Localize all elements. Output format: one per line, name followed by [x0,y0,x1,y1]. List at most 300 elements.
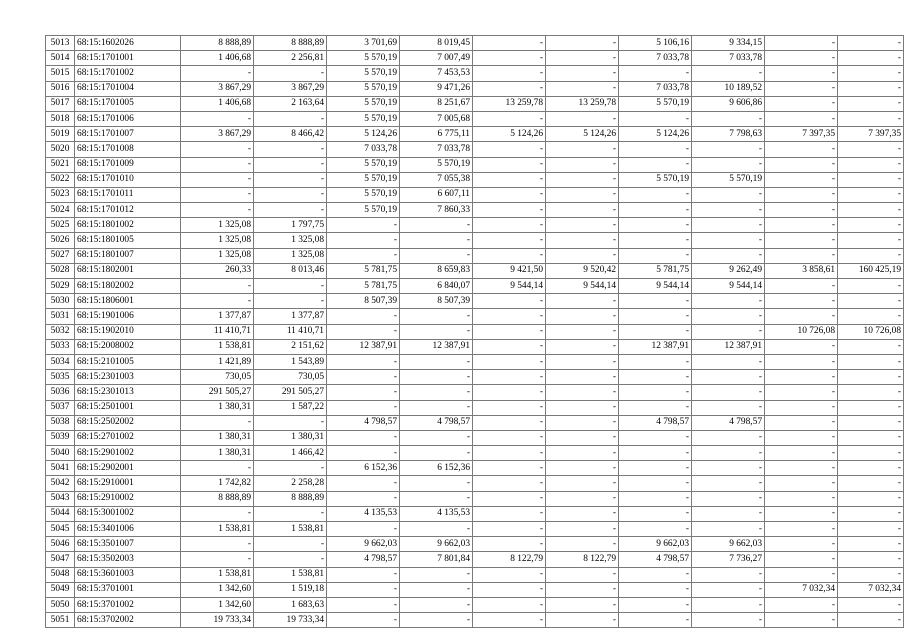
value-cell: - [400,354,473,369]
value-cell: 1 325,08 [181,248,254,263]
value-cell: - [473,446,546,461]
cadastral-number-cell: 68:15:1701011 [75,187,181,202]
value-cell: - [692,522,765,537]
value-cell: - [838,203,904,218]
value-cell: 5 781,75 [327,279,400,294]
value-cell: - [181,415,254,430]
row-number-cell: 5034 [46,354,75,369]
value-cell: 4 798,57 [619,552,692,567]
value-cell: - [692,385,765,400]
value-cell: - [838,430,904,445]
value-cell: - [838,567,904,582]
value-cell: - [619,233,692,248]
value-cell: 2 151,62 [254,339,327,354]
value-cell: 730,05 [181,370,254,385]
value-cell: - [327,354,400,369]
value-cell: 1 797,75 [254,218,327,233]
row-number-cell: 5023 [46,187,75,202]
value-cell: 10 726,08 [838,324,904,339]
value-cell: - [473,354,546,369]
value-cell: - [181,187,254,202]
table-row [46,279,904,294]
value-cell: - [473,476,546,491]
value-cell: - [327,446,400,461]
value-cell: - [473,187,546,202]
value-cell: 7 033,78 [692,51,765,66]
value-cell: 6 152,36 [327,461,400,476]
value-cell: - [327,491,400,506]
value-cell: - [838,294,904,309]
value-cell: - [327,309,400,324]
value-cell: 1 538,81 [254,522,327,537]
value-cell: - [546,248,619,263]
cadastral-number-cell: 68:15:1701002 [75,66,181,81]
value-cell: - [400,309,473,324]
value-cell: 1 380,31 [254,430,327,445]
value-cell: - [692,157,765,172]
value-cell: 8 888,89 [181,491,254,506]
value-cell: 1 325,08 [254,233,327,248]
value-cell: - [692,111,765,126]
data-table [45,35,904,628]
value-cell: - [327,476,400,491]
value-cell: - [765,248,838,263]
value-cell: - [692,354,765,369]
value-cell: 5 570,19 [327,157,400,172]
value-cell: - [473,415,546,430]
value-cell: 1 325,08 [181,233,254,248]
value-cell: - [765,400,838,415]
row-number-cell: 5015 [46,66,75,81]
value-cell: 730,05 [254,370,327,385]
value-cell: - [765,111,838,126]
value-cell: 5 106,16 [619,36,692,51]
cadastral-number-cell: 68:15:1801007 [75,248,181,263]
value-cell: - [327,567,400,582]
value-cell: - [473,506,546,521]
row-number-cell: 5043 [46,491,75,506]
value-cell: 1 325,08 [181,218,254,233]
value-cell: 5 570,19 [327,96,400,111]
value-cell: - [327,324,400,339]
value-cell: - [400,400,473,415]
value-cell: - [692,506,765,521]
value-cell: - [327,613,400,628]
value-cell: 1 421,89 [181,354,254,369]
value-cell: - [546,172,619,187]
cadastral-number-cell: 68:15:2301013 [75,385,181,400]
value-cell: 8 888,89 [254,36,327,51]
value-cell: - [838,354,904,369]
value-cell: 5 570,19 [327,51,400,66]
value-cell: 3 701,69 [327,36,400,51]
value-cell: - [473,400,546,415]
value-cell: 10 726,08 [765,324,838,339]
table-row [46,339,904,354]
value-cell: - [546,522,619,537]
value-cell: - [765,309,838,324]
table-row [46,36,904,51]
value-cell: - [765,430,838,445]
value-cell: 8 466,42 [254,127,327,142]
value-cell: - [546,415,619,430]
value-cell: - [765,522,838,537]
value-cell: 5 781,75 [327,263,400,278]
row-number-cell: 5041 [46,461,75,476]
table-row [46,127,904,142]
cadastral-number-cell: 68:15:1701007 [75,127,181,142]
row-number-cell: 5033 [46,339,75,354]
row-number-cell: 5031 [46,309,75,324]
value-cell: - [838,597,904,612]
value-cell: 9 544,14 [692,279,765,294]
value-cell: - [838,415,904,430]
value-cell: 2 258,28 [254,476,327,491]
table-row [46,552,904,567]
value-cell: 8 122,79 [546,552,619,567]
value-cell: - [692,66,765,81]
value-cell: - [838,537,904,552]
value-cell: - [546,111,619,126]
table-body [46,36,904,628]
row-number-cell: 5035 [46,370,75,385]
row-number-cell: 5044 [46,506,75,521]
value-cell: - [765,537,838,552]
value-cell: - [619,476,692,491]
value-cell: 5 570,19 [327,111,400,126]
value-cell: 12 387,91 [692,339,765,354]
value-cell: 9 544,14 [619,279,692,294]
value-cell: 4 135,53 [327,506,400,521]
value-cell: - [619,385,692,400]
value-cell: 9 544,14 [546,279,619,294]
cadastral-number-cell: 68:15:2502002 [75,415,181,430]
value-cell: 1 380,31 [181,430,254,445]
value-cell: 8 888,89 [181,36,254,51]
value-cell: - [765,446,838,461]
value-cell: 12 387,91 [400,339,473,354]
table-row [46,263,904,278]
value-cell: 1 406,68 [181,96,254,111]
value-cell: - [838,522,904,537]
value-cell: 4 798,57 [327,552,400,567]
value-cell: - [838,309,904,324]
value-cell: - [400,248,473,263]
table-row [46,446,904,461]
value-cell: - [254,506,327,521]
value-cell: 8 507,39 [400,294,473,309]
value-cell: - [546,582,619,597]
cadastral-number-cell: 68:15:1701006 [75,111,181,126]
value-cell: - [254,537,327,552]
value-cell: - [692,203,765,218]
table-row [46,537,904,552]
value-cell: - [327,370,400,385]
row-number-cell: 5030 [46,294,75,309]
value-cell: 9 471,26 [400,81,473,96]
cadastral-number-cell: 68:15:3001002 [75,506,181,521]
value-cell: - [473,567,546,582]
row-number-cell: 5017 [46,96,75,111]
row-number-cell: 5051 [46,613,75,628]
value-cell: - [692,187,765,202]
value-cell: - [619,400,692,415]
value-cell: - [838,506,904,521]
value-cell: - [765,142,838,157]
value-cell: - [473,370,546,385]
value-cell: - [473,385,546,400]
table-row [46,51,904,66]
value-cell: - [765,51,838,66]
value-cell: 5 781,75 [619,263,692,278]
cadastral-number-cell: 68:15:1802002 [75,279,181,294]
table-row [46,248,904,263]
value-cell: - [546,385,619,400]
value-cell: 13 259,78 [546,96,619,111]
value-cell: 12 387,91 [619,339,692,354]
value-cell: - [838,187,904,202]
row-number-cell: 5029 [46,279,75,294]
value-cell: - [838,96,904,111]
value-cell: 7 005,68 [400,111,473,126]
value-cell: 10 189,52 [692,81,765,96]
value-cell: - [838,36,904,51]
value-cell: - [765,415,838,430]
row-number-cell: 5040 [46,446,75,461]
value-cell: - [765,476,838,491]
table-row [46,613,904,628]
value-cell: - [838,233,904,248]
value-cell: - [473,294,546,309]
value-cell: - [619,309,692,324]
value-cell: 8 507,39 [327,294,400,309]
row-number-cell: 5021 [46,157,75,172]
value-cell: - [473,491,546,506]
value-cell: - [327,218,400,233]
value-cell: - [765,203,838,218]
value-cell: - [619,491,692,506]
value-cell: - [473,248,546,263]
value-cell: 5 570,19 [327,172,400,187]
value-cell: 5 570,19 [619,96,692,111]
value-cell: - [254,461,327,476]
value-cell: - [619,187,692,202]
value-cell: - [765,567,838,582]
value-cell: 5 570,19 [327,187,400,202]
row-number-cell: 5016 [46,81,75,96]
value-cell: - [619,582,692,597]
value-cell: 1 538,81 [181,567,254,582]
value-cell: - [838,385,904,400]
value-cell: - [546,446,619,461]
value-cell: - [546,218,619,233]
value-cell: - [181,279,254,294]
table-row [46,309,904,324]
cadastral-number-cell: 68:15:3701001 [75,582,181,597]
value-cell: 4 798,57 [400,415,473,430]
value-cell: - [181,142,254,157]
value-cell: - [546,354,619,369]
value-cell: - [181,461,254,476]
value-cell: - [619,370,692,385]
value-cell: 19 733,34 [254,613,327,628]
row-number-cell: 5022 [46,172,75,187]
value-cell: - [692,491,765,506]
value-cell: - [546,294,619,309]
value-cell: - [546,157,619,172]
value-cell: 7 397,35 [838,127,904,142]
value-cell: - [546,324,619,339]
row-number-cell: 5048 [46,567,75,582]
value-cell: 8 888,89 [254,491,327,506]
value-cell: - [619,506,692,521]
cadastral-number-cell: 68:15:2902001 [75,461,181,476]
value-cell: 8 659,83 [400,263,473,278]
table-row [46,81,904,96]
value-cell: 4 135,53 [400,506,473,521]
value-cell: - [254,157,327,172]
value-cell: - [546,309,619,324]
value-cell: - [473,309,546,324]
value-cell: 260,33 [181,263,254,278]
value-cell: - [546,491,619,506]
cadastral-number-cell: 68:15:1701009 [75,157,181,172]
value-cell: 1 587,22 [254,400,327,415]
cadastral-number-cell: 68:15:2910002 [75,491,181,506]
value-cell: - [765,187,838,202]
value-cell: - [473,36,546,51]
value-cell: 7 032,34 [838,582,904,597]
table-row [46,461,904,476]
table-row [46,294,904,309]
row-number-cell: 5039 [46,430,75,445]
value-cell: - [838,491,904,506]
value-cell: - [181,111,254,126]
value-cell: 3 867,29 [181,127,254,142]
value-cell: 1 519,18 [254,582,327,597]
value-cell: 11 410,71 [254,324,327,339]
value-cell: - [546,142,619,157]
value-cell: - [546,187,619,202]
value-cell: - [619,430,692,445]
value-cell: - [838,218,904,233]
value-cell: - [619,522,692,537]
table-row [46,582,904,597]
value-cell: - [473,430,546,445]
value-cell: - [692,461,765,476]
value-cell: - [619,248,692,263]
cadastral-number-cell: 68:15:1806001 [75,294,181,309]
row-number-cell: 5032 [46,324,75,339]
value-cell: 1 538,81 [181,522,254,537]
value-cell: - [838,613,904,628]
value-cell: - [692,430,765,445]
value-cell: 9 520,42 [546,263,619,278]
value-cell: 1 380,31 [181,446,254,461]
value-cell: - [692,218,765,233]
value-cell: - [254,111,327,126]
value-cell: 11 410,71 [181,324,254,339]
value-cell: - [619,354,692,369]
cadastral-number-cell: 68:15:2701002 [75,430,181,445]
value-cell: - [473,81,546,96]
value-cell: 7 033,78 [327,142,400,157]
value-cell: - [400,370,473,385]
value-cell: - [473,324,546,339]
value-cell: - [765,461,838,476]
row-number-cell: 5050 [46,597,75,612]
value-cell: - [838,66,904,81]
value-cell: - [546,597,619,612]
value-cell: 4 798,57 [619,415,692,430]
cadastral-number-cell: 68:15:3701002 [75,597,181,612]
value-cell: 4 798,57 [692,415,765,430]
value-cell: - [327,400,400,415]
value-cell: - [838,157,904,172]
value-cell: - [765,279,838,294]
cadastral-number-cell: 68:15:3501007 [75,537,181,552]
value-cell: - [838,248,904,263]
value-cell: 9 662,03 [327,537,400,552]
table-row [46,400,904,415]
cadastral-number-cell: 68:15:1701004 [75,81,181,96]
row-number-cell: 5042 [46,476,75,491]
value-cell: - [473,233,546,248]
row-number-cell: 5046 [46,537,75,552]
cadastral-number-cell: 68:15:1701012 [75,203,181,218]
value-cell: - [473,66,546,81]
value-cell: 9 662,03 [619,537,692,552]
value-cell: - [254,294,327,309]
value-cell: - [838,111,904,126]
value-cell: - [765,233,838,248]
value-cell: - [765,354,838,369]
table-row [46,96,904,111]
value-cell: 7 032,34 [765,582,838,597]
value-cell: - [765,172,838,187]
table-row [46,203,904,218]
value-cell: - [765,294,838,309]
value-cell: - [546,567,619,582]
value-cell: - [692,233,765,248]
row-number-cell: 5024 [46,203,75,218]
value-cell: - [692,613,765,628]
value-cell: - [473,537,546,552]
value-cell: - [327,522,400,537]
value-cell: - [473,111,546,126]
table-row [46,567,904,582]
value-cell: - [546,537,619,552]
value-cell: 6 152,36 [400,461,473,476]
value-cell: 2 163,64 [254,96,327,111]
value-cell: 9 421,50 [473,263,546,278]
value-cell: - [838,279,904,294]
row-number-cell: 5047 [46,552,75,567]
value-cell: - [692,324,765,339]
row-number-cell: 5019 [46,127,75,142]
value-cell: 19 733,34 [181,613,254,628]
value-cell: - [619,111,692,126]
value-cell: - [254,172,327,187]
value-cell: - [254,552,327,567]
value-cell: - [765,506,838,521]
value-cell: 5 570,19 [692,172,765,187]
value-cell: - [400,597,473,612]
value-cell: 3 858,61 [765,263,838,278]
value-cell: - [181,294,254,309]
table-row [46,66,904,81]
value-cell: 9 662,03 [692,537,765,552]
